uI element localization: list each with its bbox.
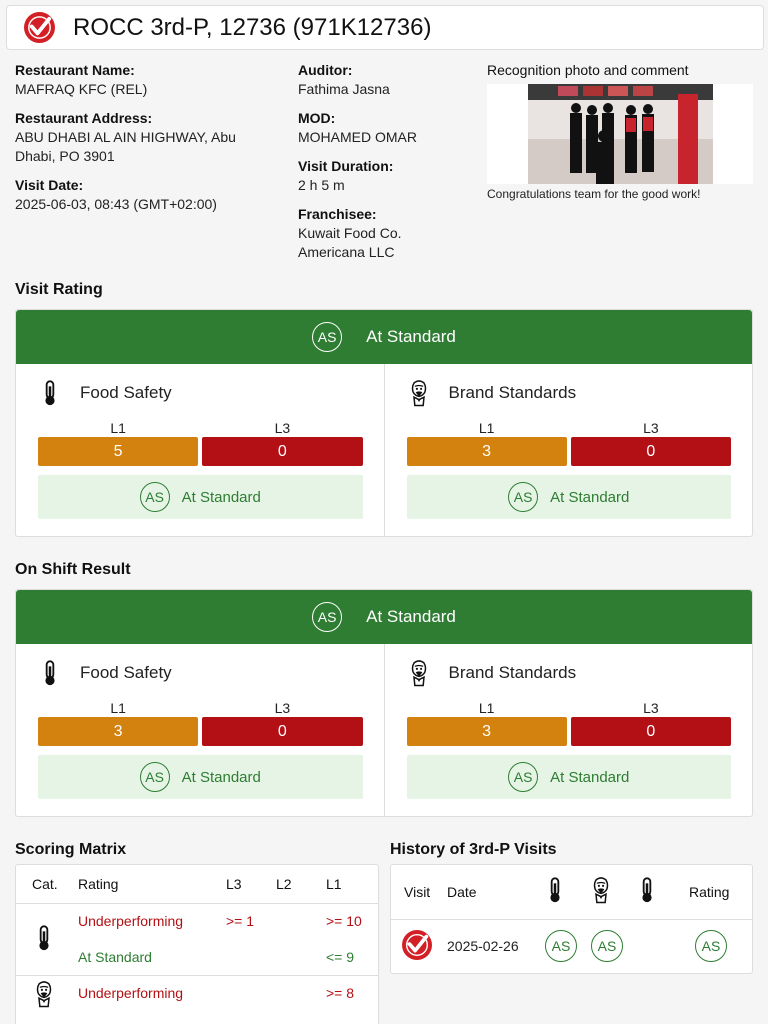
colonel-icon	[34, 980, 54, 1008]
food-safety-status	[38, 755, 363, 799]
visit-brand-standards-panel	[384, 364, 753, 536]
visit-rating-title: Visit Rating	[15, 281, 103, 298]
col-cat: Cat.	[16, 865, 78, 903]
franchisee-value: Kuwait Food Co. Americana LLC	[298, 225, 402, 260]
brand-standards-status	[407, 755, 732, 799]
at-standard-badge: AS	[312, 602, 342, 632]
visit-date-cell[interactable]: 2025-02-26	[447, 938, 519, 955]
at-standard-badge: AS	[140, 482, 170, 512]
auditor-value: Fathima Jasna	[298, 81, 390, 97]
thermometer-icon	[637, 876, 657, 904]
visit-date-label: Visit Date:	[15, 177, 84, 193]
rating-cell: Underperforming	[78, 913, 184, 930]
page-title: ROCC 3rd-P, 12736 (971K12736)	[73, 13, 432, 41]
food-safety-title: Food Safety	[80, 663, 172, 682]
visit-rating-overall-label: At Standard	[366, 327, 456, 346]
l2-cell	[276, 939, 326, 975]
on-shift-overall-label: At Standard	[366, 607, 456, 626]
l2-cell	[276, 975, 326, 1011]
at-standard-badge: AS	[140, 762, 170, 792]
thermometer-icon	[34, 924, 54, 952]
l1-count: 3	[38, 717, 198, 746]
l1-count: 5	[38, 437, 198, 466]
rating-cell: Underperforming	[78, 985, 184, 1002]
mod-label: MOD:	[298, 110, 336, 126]
visit-duration-label: Visit Duration:	[298, 158, 394, 174]
mod-value: MOHAMED OMAR	[298, 129, 417, 145]
brand-standards-status	[407, 475, 732, 519]
col-l1: L1	[326, 865, 378, 903]
l3-cell	[226, 939, 276, 975]
brand-standards-title: Brand Standards	[448, 383, 577, 402]
l3-label: L3	[274, 700, 291, 716]
l1-label: L1	[478, 420, 495, 436]
l3-count: 0	[202, 717, 362, 746]
recognition-photo[interactable]	[528, 84, 713, 184]
on-shift-overall	[16, 590, 752, 644]
at-standard-badge: AS	[508, 762, 538, 792]
check-logo-icon	[24, 12, 55, 43]
shift-brand-standards-panel	[384, 644, 753, 816]
at-standard-badge: AS	[312, 322, 342, 352]
l3-label: L3	[643, 700, 659, 716]
restaurant-address: ABU DHABI AL AIN HIGHWAY, Abu Dhabi, PO 3901	[15, 129, 236, 164]
l1-cell: >= 8	[326, 985, 355, 1002]
at-standard-badge: AS	[508, 482, 538, 512]
l3-cell	[226, 975, 276, 1011]
restaurant-name: MAFRAQ KFC (REL)	[15, 81, 148, 97]
thermometer-icon	[545, 876, 565, 904]
l1-count: 3	[407, 437, 567, 466]
visit-rating-card	[15, 309, 753, 537]
check-logo-icon	[402, 930, 432, 960]
l3-label: L3	[274, 420, 291, 436]
history-title: History of 3rd-P Visits	[390, 841, 557, 858]
l1-count: 3	[407, 717, 567, 746]
l3-cell: >= 1	[226, 913, 255, 930]
l3-label: L3	[643, 420, 659, 436]
visit-duration-value: 2 h 5 m	[298, 177, 345, 193]
l3-count: 0	[571, 717, 731, 746]
thermometer-icon	[40, 379, 60, 407]
brand-badge: AS	[591, 930, 623, 962]
col-rating: Rating	[689, 865, 752, 919]
status-label: At Standard	[181, 488, 261, 506]
food-safety-title: Food Safety	[80, 383, 172, 402]
auditor-label: Auditor:	[298, 62, 353, 78]
col-rating: Rating	[78, 865, 226, 903]
l3-count: 0	[202, 437, 362, 466]
restaurant-address-label: Restaurant Address:	[15, 110, 153, 126]
rating-cell: At Standard	[78, 948, 152, 965]
colonel-icon	[409, 379, 429, 407]
food-safety-status	[38, 475, 363, 519]
visit-date: 2025-06-03, 08:43 (GMT+02:00)	[15, 196, 217, 212]
audit-info	[298, 61, 468, 272]
header-bar	[6, 5, 764, 50]
brand-standards-title: Brand Standards	[448, 663, 577, 682]
table-row	[16, 975, 378, 1011]
col-l3: L3	[226, 865, 276, 903]
franchisee-label: Franchisee:	[298, 206, 377, 222]
visit-rating-overall	[16, 310, 752, 364]
restaurant-info	[15, 61, 277, 224]
history-table	[390, 864, 753, 974]
shift-food-safety-panel	[16, 644, 384, 816]
on-shift-card	[15, 589, 753, 817]
table-row[interactable]	[391, 919, 752, 973]
table-row	[16, 903, 378, 939]
status-label: At Standard	[550, 768, 630, 786]
status-label: At Standard	[181, 768, 261, 786]
recognition-comment: Congratulations team for the good work!	[487, 187, 701, 201]
rating-badge: AS	[695, 930, 727, 962]
restaurant-name-label: Restaurant Name:	[15, 62, 135, 78]
col-date: Date	[447, 865, 545, 919]
l1-cell: >= 10	[326, 913, 362, 930]
l1-label: L1	[110, 420, 126, 436]
l2-cell	[276, 903, 326, 939]
status-label: At Standard	[550, 488, 630, 506]
l1-label: L1	[478, 700, 495, 716]
scoring-matrix-title: Scoring Matrix	[15, 841, 127, 858]
visit-food-safety-panel	[16, 364, 384, 536]
on-shift-title: On Shift Result	[15, 561, 131, 578]
colonel-icon	[591, 876, 611, 904]
col-visit: Visit	[391, 865, 447, 919]
l1-label: L1	[110, 700, 126, 716]
thermometer-icon	[40, 659, 60, 687]
l1-cell: <= 9	[326, 948, 355, 965]
col-l2: L2	[276, 865, 326, 903]
recognition-title: Recognition photo and comment	[487, 62, 689, 78]
food-safety-badge: AS	[545, 930, 577, 962]
l3-count: 0	[571, 437, 731, 466]
recognition-photo-card[interactable]	[487, 84, 753, 184]
scoring-matrix-table	[15, 864, 379, 1024]
colonel-icon	[409, 659, 429, 687]
